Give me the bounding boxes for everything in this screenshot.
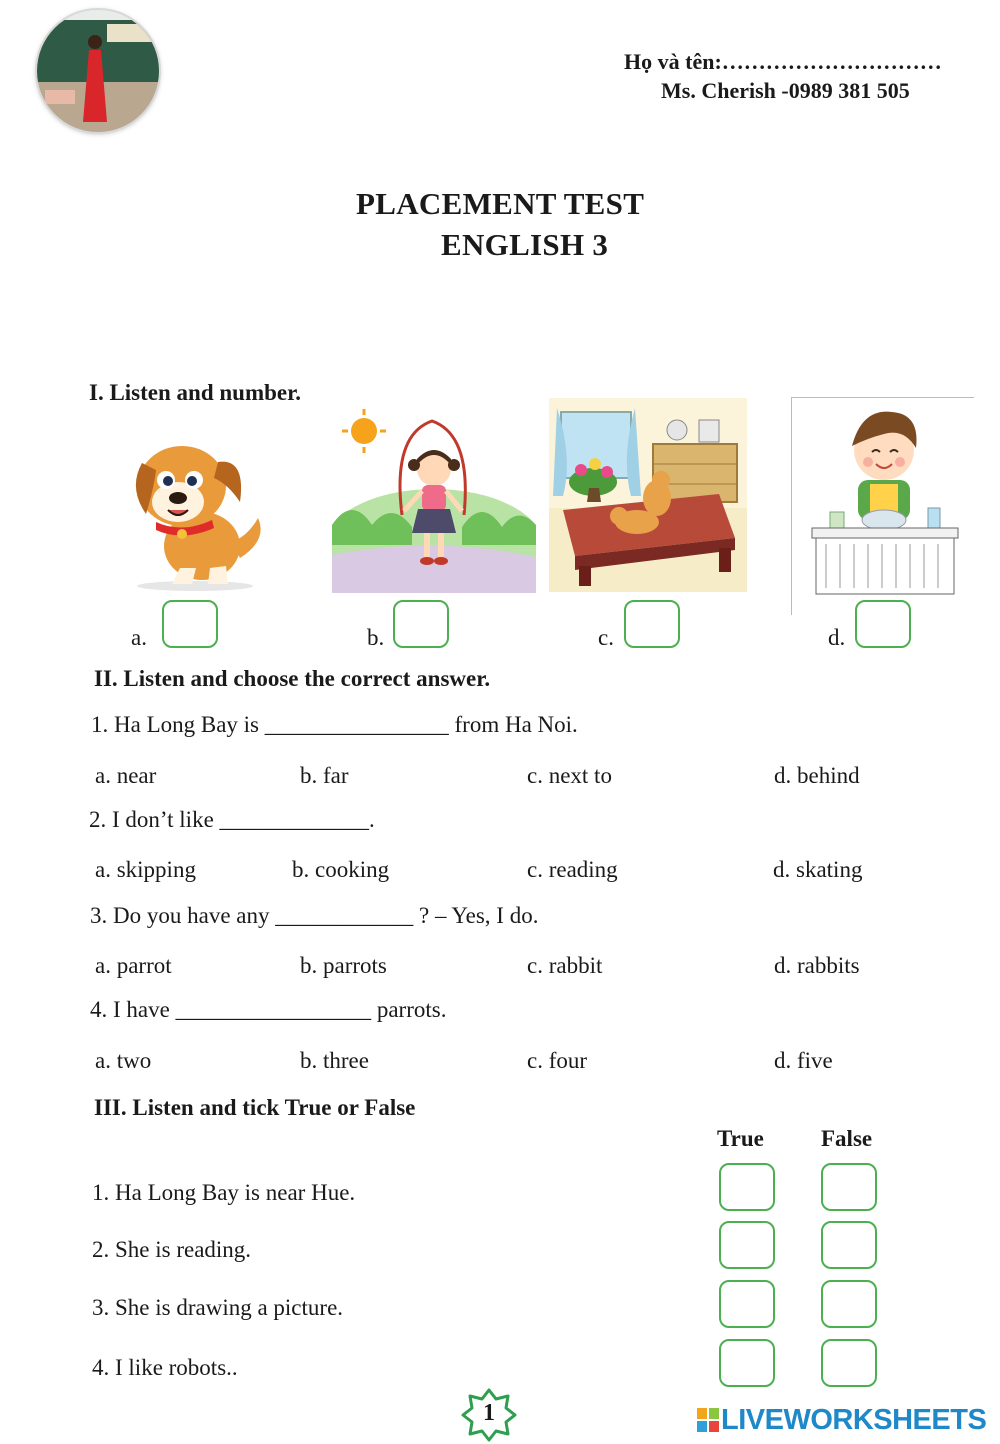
page-number: 1 [483,1400,495,1426]
page-number-badge [461,1388,517,1444]
q2-option-a[interactable]: a. skipping [95,857,196,882]
q4-option-a[interactable]: a. two [95,1048,152,1073]
q3-option-b[interactable]: b. parrots [300,953,387,978]
student-name-field: Họ và tên:………………………… [624,49,942,74]
option-a-label: a. [131,625,147,650]
false-box-1[interactable] [821,1163,877,1211]
liveworksheets-logo-icon [697,1408,719,1432]
number-box-d[interactable] [855,600,911,648]
section-1-heading: I. Listen and number. [89,380,301,405]
dog-picture [120,418,270,593]
q1-option-b[interactable]: b. far [300,763,349,788]
number-box-c[interactable] [624,600,680,648]
question-2: 2. I don’t like _____________. [89,807,375,832]
q1-option-a[interactable]: a. near [95,763,157,788]
q1-option-d[interactable]: d. behind [774,763,860,788]
false-box-3[interactable] [821,1280,877,1328]
false-box-2[interactable] [821,1221,877,1269]
boy-cooking-picture [791,397,974,615]
q2-option-d[interactable]: d. skating [773,857,863,882]
q2-option-c[interactable]: c. reading [527,857,618,882]
true-box-4[interactable] [719,1339,775,1387]
true-box-2[interactable] [719,1221,775,1269]
q4-option-c[interactable]: c. four [527,1048,588,1073]
option-c-label: c. [598,625,614,650]
teacher-photo [37,10,159,132]
true-box-3[interactable] [719,1280,775,1328]
option-b-label: b. [367,625,385,650]
option-d-label: d. [828,625,846,650]
true-box-1[interactable] [719,1163,775,1211]
false-box-4[interactable] [821,1339,877,1387]
cats-on-table-picture [549,398,747,592]
statement-3: 3. She is drawing a picture. [92,1295,344,1320]
liveworksheets-brand: LIVEWORKSHEETS [721,1404,987,1436]
page-title: PLACEMENT TEST [356,186,645,221]
q3-option-d[interactable]: d. rabbits [774,953,860,978]
teacher-contact: Ms. Cherish -0989 381 505 [661,78,910,103]
question-1: 1. Ha Long Bay is ________________ from Ha Noi. [91,712,578,737]
page-subtitle: ENGLISH 3 [441,227,609,262]
q2-option-b[interactable]: b. cooking [292,857,390,882]
question-4: 4. I have _________________ parrots. [90,997,447,1022]
girl-skipping-picture [332,405,536,593]
section-3-heading: III. Listen and tick True or False [94,1095,416,1120]
section-2-heading: II. Listen and choose the correct answer. [94,666,491,691]
q3-option-a[interactable]: a. parrot [95,953,172,978]
q1-option-c[interactable]: c. next to [527,763,612,788]
statement-1: 1. Ha Long Bay is near Hue. [92,1180,356,1205]
statement-2: 2. She is reading. [92,1237,252,1262]
false-column-label: False [821,1126,873,1151]
number-box-a[interactable] [162,600,218,648]
q3-option-c[interactable]: c. rabbit [527,953,603,978]
question-3: 3. Do you have any ____________ ? – Yes, I do. [90,903,539,928]
q4-option-b[interactable]: b. three [300,1048,369,1073]
q4-option-d[interactable]: d. five [774,1048,833,1073]
number-box-b[interactable] [393,600,449,648]
true-column-label: True [717,1126,764,1151]
statement-4: 4. I like robots.. [92,1355,238,1380]
